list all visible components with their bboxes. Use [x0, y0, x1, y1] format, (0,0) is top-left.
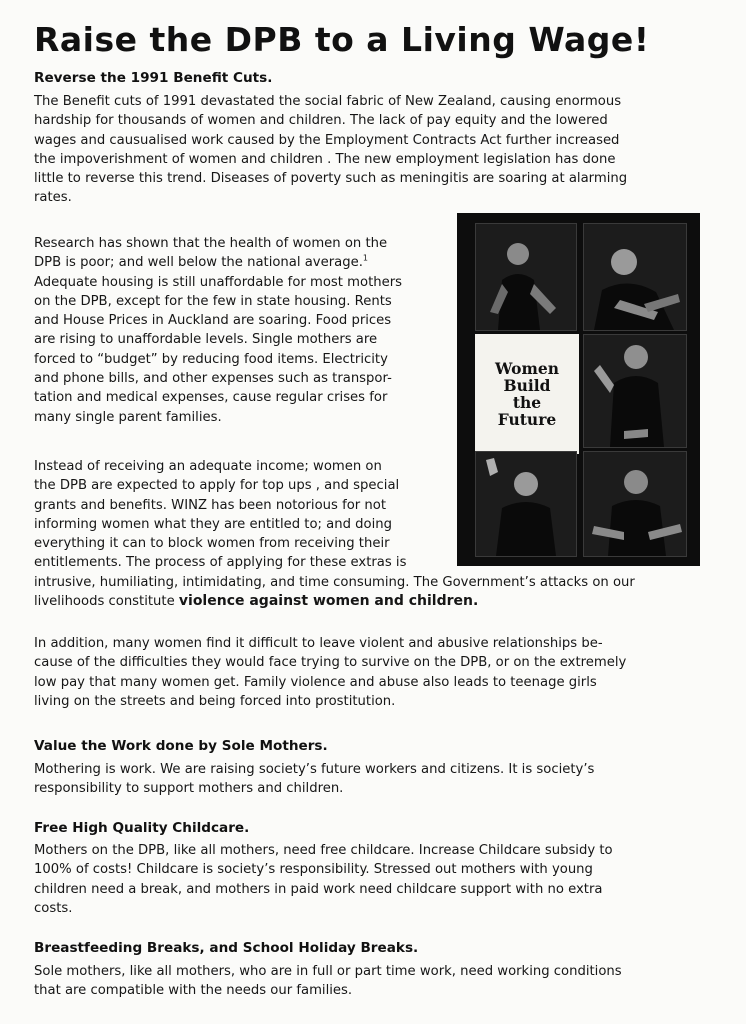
- poster-slogan-line: Future: [497, 410, 557, 429]
- poster-panel-woman-4: [475, 451, 577, 557]
- paragraph-childcare: [34, 841, 714, 918]
- text-line: forced to “budget” by reducing food items. Electricity: [34, 351, 388, 367]
- text-line: hardship for thousands of women and children. The lack of pay equity and the lowered: [34, 113, 608, 129]
- text-fragment: livelihoods constitute: [34, 594, 179, 610]
- text-line: low pay that many women get. Family violence and abuse also leads to teenage girls: [34, 674, 597, 690]
- poster-panel-woman-2: [583, 223, 687, 331]
- text-line: Mothering is work. We are raising society’s future workers and citizens. It is society’s: [34, 762, 595, 777]
- text-line: living on the streets and being forced into prostitution.: [34, 693, 396, 709]
- section-heading-value-work: Value the Work done by Sole Mothers.: [34, 738, 328, 754]
- text-line: The Benefit cuts of 1991 devastated the social fabric of New Zealand, causing enormous: [34, 94, 622, 109]
- woman-figure-icon: [476, 452, 576, 556]
- text-line: tation and medical expenses, cause regular crises for: [34, 390, 388, 406]
- text-line: intrusive, humiliating, intimidating, and time consuming. The Government’s attacks on our: [34, 574, 635, 590]
- text-line: Adequate housing is still unaffordable for most mothers: [34, 274, 403, 290]
- emphasis-violence: violence against women and children.: [178, 593, 479, 610]
- text-line: and House Prices in Auckland are soaring. Food prices: [34, 313, 392, 329]
- woman-figure-icon: [584, 224, 686, 330]
- footnote-marker: 1: [362, 253, 368, 263]
- poster-slogan-line: Build: [503, 376, 551, 395]
- poster-slogan-line: Women: [494, 359, 559, 378]
- section-heading-benefit-cuts: Reverse the 1991 Benefit Cuts.: [34, 70, 273, 86]
- text-line: and phone bills, and other expenses such as transpor-: [34, 371, 392, 387]
- text-line: 100% of costs! Childcare is society’s responsibility. Stressed out mothers with young: [34, 862, 593, 878]
- paragraph-health-housing: [34, 234, 444, 427]
- text-line: Sole mothers, like all mothers, who are in full or part time work, need working conditions: [34, 964, 622, 979]
- woman-figure-icon: [584, 452, 686, 556]
- text-line: costs.: [34, 900, 73, 916]
- text-line: many single parent families.: [34, 409, 222, 425]
- text-line: Instead of receiving an adequate income; women on: [34, 459, 382, 474]
- section-heading-breaks: Breastfeeding Breaks, and School Holiday Breaks.: [34, 940, 419, 956]
- text-line: [34, 253, 444, 272]
- poster-slogan-line: the: [512, 393, 542, 412]
- text-line: entitlements. The process of applying for these extras is: [34, 555, 407, 571]
- text-line: Mothers on the DPB, like all mothers, need free childcare. Increase Childcare subsidy to: [34, 843, 613, 858]
- text-line: children need a break, and mothers in paid work need childcare support with no extra: [34, 881, 603, 897]
- text-line: that are compatible with the needs our families.: [34, 983, 353, 999]
- text-line: the DPB are expected to apply for top ups , and special: [34, 478, 400, 494]
- text-line: the impoverishment of women and children . The new employment legislation has done: [34, 151, 616, 167]
- text-line: cause of the difficulties they would face trying to survive on the DPB, or on the extremely: [34, 655, 627, 671]
- poster-panel-woman-5: [583, 451, 687, 557]
- text-line: Research has shown that the health of women on the: [34, 236, 388, 251]
- text-line: everything it can to block women from receiving their: [34, 536, 390, 552]
- text-line: grants and benefits. WINZ has been notorious for not: [34, 497, 386, 513]
- text-line: little to reverse this trend. Diseases of poverty such as meningitis are soaring at alarming: [34, 171, 628, 187]
- text-fragment: DPB is poor; and well below the national average.: [34, 255, 363, 271]
- text-line: [34, 592, 714, 611]
- paragraph-value-work: [34, 760, 714, 799]
- woman-figure-icon: [584, 335, 686, 447]
- text-line: wages and causualised work caused by the Employment Contracts Act further increased: [34, 132, 620, 148]
- section-heading-childcare: Free High Quality Childcare.: [34, 820, 250, 836]
- text-line: rates.: [34, 190, 72, 206]
- women-build-future-poster: [457, 213, 700, 566]
- paragraph-breaks: [34, 962, 714, 1001]
- text-line: informing women what they are entitled to; and doing: [34, 516, 392, 532]
- paragraph-violence: [34, 634, 714, 711]
- poster-panel-woman-3: [583, 334, 687, 448]
- poster-panel-woman-1: [475, 223, 577, 331]
- text-line: responsibility to support mothers and children.: [34, 781, 344, 797]
- poster-slogan: [475, 334, 579, 454]
- text-line: In addition, many women find it difficult to leave violent and abusive relationships be-: [34, 636, 603, 651]
- text-line: are rising to unaffordable levels. Single mothers are: [34, 332, 378, 348]
- page-title: Raise the DPB to a Living Wage!: [34, 20, 650, 59]
- paragraph-benefit-cuts: [34, 92, 714, 208]
- woman-figure-icon: [476, 224, 576, 330]
- text-line: on the DPB, except for the few in state housing. Rents: [34, 293, 392, 309]
